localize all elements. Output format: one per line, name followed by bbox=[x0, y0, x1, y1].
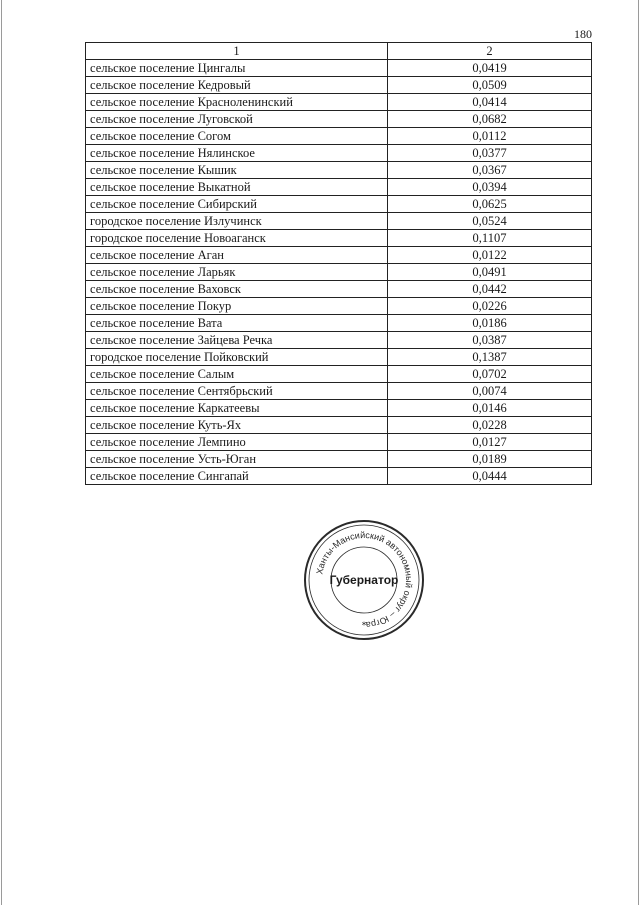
coefficient-value-cell: 0,0414 bbox=[388, 94, 592, 111]
governor-seal bbox=[302, 518, 426, 642]
coefficient-value-cell: 0,0377 bbox=[388, 145, 592, 162]
coefficient-value-cell: 0,0625 bbox=[388, 196, 592, 213]
settlement-name-cell: сельское поселение Сентябрьский bbox=[86, 383, 388, 400]
coefficient-value-cell: 0,0387 bbox=[388, 332, 592, 349]
table-row bbox=[86, 196, 592, 213]
settlement-name-cell: сельское поселение Ваховск bbox=[86, 281, 388, 298]
scan-edge-right bbox=[638, 0, 639, 905]
table-row bbox=[86, 247, 592, 264]
settlement-name-cell: сельское поселение Ларьяк bbox=[86, 264, 388, 281]
table-row bbox=[86, 417, 592, 434]
settlement-name-cell: сельское поселение Аган bbox=[86, 247, 388, 264]
table-row bbox=[86, 451, 592, 468]
column-header-2: 2 bbox=[388, 43, 592, 60]
settlement-name-cell: сельское поселение Согом bbox=[86, 128, 388, 145]
settlement-name-cell: городское поселение Пойковский bbox=[86, 349, 388, 366]
table-row bbox=[86, 213, 592, 230]
coefficient-value-cell: 0,0122 bbox=[388, 247, 592, 264]
table-row bbox=[86, 332, 592, 349]
coefficient-value-cell: 0,0228 bbox=[388, 417, 592, 434]
table-row bbox=[86, 60, 592, 77]
table-body bbox=[86, 60, 592, 485]
coefficient-value-cell: 0,0127 bbox=[388, 434, 592, 451]
coefficients-table bbox=[85, 42, 592, 485]
coefficient-value-cell: 0,0186 bbox=[388, 315, 592, 332]
coefficient-value-cell: 0,0444 bbox=[388, 468, 592, 485]
settlement-name-cell: сельское поселение Куть-Ях bbox=[86, 417, 388, 434]
table-row bbox=[86, 128, 592, 145]
scan-edge-left bbox=[1, 0, 2, 905]
table-row bbox=[86, 281, 592, 298]
settlement-name-cell: сельское поселение Выкатной bbox=[86, 179, 388, 196]
coefficient-value-cell: 0,0074 bbox=[388, 383, 592, 400]
table-row bbox=[86, 230, 592, 247]
coefficient-value-cell: 0,0509 bbox=[388, 77, 592, 94]
coefficient-value-cell: 0,0682 bbox=[388, 111, 592, 128]
coefficient-value-cell: 0,1387 bbox=[388, 349, 592, 366]
settlement-name-cell: сельское поселение Каркатеевы bbox=[86, 400, 388, 417]
settlement-name-cell: сельское поселение Нялинское bbox=[86, 145, 388, 162]
column-header-1: 1 bbox=[86, 43, 388, 60]
table-row bbox=[86, 315, 592, 332]
settlement-name-cell: городское поселение Излучинск bbox=[86, 213, 388, 230]
table-row bbox=[86, 468, 592, 485]
coefficient-value-cell: 0,0702 bbox=[388, 366, 592, 383]
table-row bbox=[86, 179, 592, 196]
settlement-name-cell: сельское поселение Сингапай bbox=[86, 468, 388, 485]
table-row bbox=[86, 162, 592, 179]
table-row bbox=[86, 77, 592, 94]
seal-center-text: Губернатор bbox=[329, 573, 399, 587]
table-row bbox=[86, 111, 592, 128]
settlement-name-cell: сельское поселение Кышик bbox=[86, 162, 388, 179]
table-row bbox=[86, 264, 592, 281]
page-number: 180 bbox=[574, 27, 592, 41]
settlement-name-cell: сельское поселение Красноленинский bbox=[86, 94, 388, 111]
settlement-name-cell: сельское поселение Цингалы bbox=[86, 60, 388, 77]
coefficient-value-cell: 0,0491 bbox=[388, 264, 592, 281]
settlement-name-cell: сельское поселение Кедровый bbox=[86, 77, 388, 94]
coefficient-value-cell: 0,0112 bbox=[388, 128, 592, 145]
coefficient-value-cell: 0,0419 bbox=[388, 60, 592, 77]
settlement-name-cell: сельское поселение Сибирский bbox=[86, 196, 388, 213]
coefficient-value-cell: 0,0394 bbox=[388, 179, 592, 196]
settlement-name-cell: сельское поселение Луговской bbox=[86, 111, 388, 128]
coefficient-value-cell: 0,0189 bbox=[388, 451, 592, 468]
coefficient-value-cell: 0,0442 bbox=[388, 281, 592, 298]
coefficient-value-cell: 0,0146 bbox=[388, 400, 592, 417]
table-header-row bbox=[86, 43, 592, 60]
table-row bbox=[86, 366, 592, 383]
settlement-name-cell: сельское поселение Покур bbox=[86, 298, 388, 315]
coefficient-value-cell: 0,0226 bbox=[388, 298, 592, 315]
table-row bbox=[86, 349, 592, 366]
coefficient-value-cell: 0,0524 bbox=[388, 213, 592, 230]
table-row bbox=[86, 298, 592, 315]
table-row bbox=[86, 434, 592, 451]
settlement-name-cell: сельское поселение Лемпино bbox=[86, 434, 388, 451]
seal-star: * bbox=[361, 621, 367, 631]
settlement-name-cell: сельское поселение Салым bbox=[86, 366, 388, 383]
settlement-name-cell: сельское поселение Зайцева Речка bbox=[86, 332, 388, 349]
settlement-name-cell: городское поселение Новоаганск bbox=[86, 230, 388, 247]
table-row bbox=[86, 400, 592, 417]
seal-ring-text: Ханты-Мансийский автономный округ – Югра bbox=[314, 529, 415, 631]
coefficient-value-cell: 0,0367 bbox=[388, 162, 592, 179]
table-row bbox=[86, 145, 592, 162]
table-row bbox=[86, 94, 592, 111]
coefficient-value-cell: 0,1107 bbox=[388, 230, 592, 247]
settlement-name-cell: сельское поселение Усть-Юган bbox=[86, 451, 388, 468]
settlement-name-cell: сельское поселение Вата bbox=[86, 315, 388, 332]
table-row bbox=[86, 383, 592, 400]
